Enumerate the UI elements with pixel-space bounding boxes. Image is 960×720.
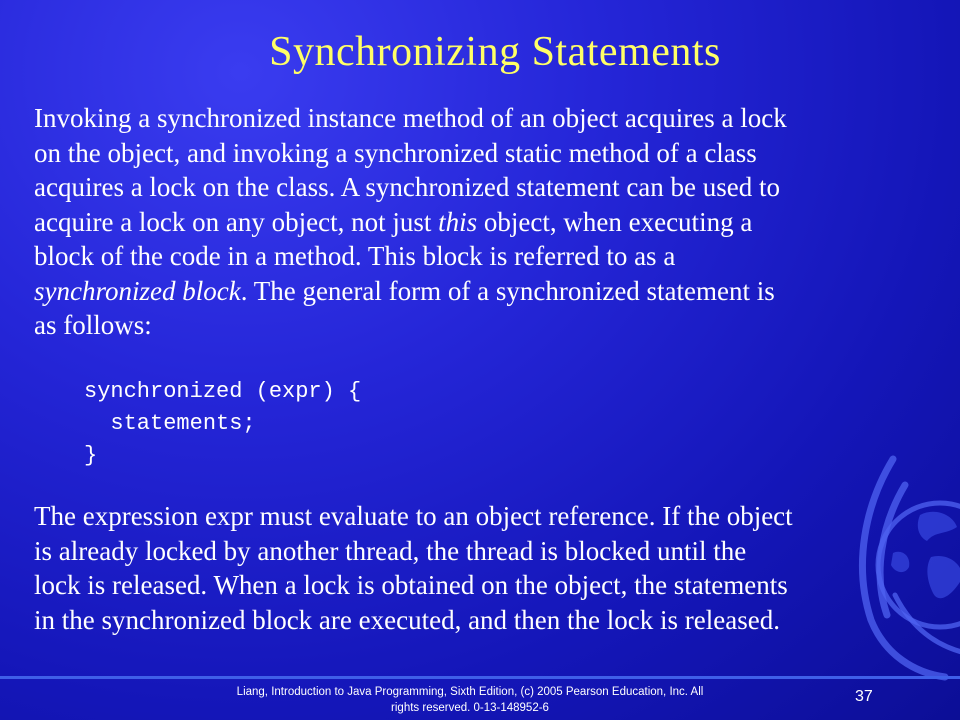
text-run: acquire a lock on any object, not just — [34, 206, 439, 237]
code-block — [84, 376, 361, 472]
text-run: on the object, and invoking a synchronized static method of a class — [34, 137, 757, 168]
paragraph-line — [34, 239, 939, 274]
paragraph-line — [34, 136, 939, 171]
slide-title: Synchronizing Statements — [269, 29, 721, 75]
footer-copyright — [185, 684, 755, 716]
text-run: . The general form of a synchronized statement is — [240, 275, 775, 306]
paragraph-line — [34, 101, 939, 136]
paragraph-line — [34, 308, 939, 343]
globe-icon — [835, 445, 960, 685]
italic-term-this: this — [438, 206, 478, 237]
text-run: object, when executing a — [477, 206, 753, 237]
text-run: Invoking a synchronized instance method of an object acquires a lock — [34, 103, 787, 133]
footer-divider — [0, 676, 960, 679]
body-paragraph-1 — [34, 101, 939, 343]
paragraph-line: is already locked by another thread, the thread is blocked until the — [34, 535, 747, 566]
paragraph-line: in the synchronized block are executed, and then the lock is released. — [34, 604, 780, 635]
paragraph-line — [34, 274, 939, 309]
code-line: } — [84, 443, 98, 468]
italic-term-synchronized-block: synchronized block — [34, 275, 241, 306]
code-line: synchronized (expr) { — [84, 379, 362, 404]
text-run: block of the code in a method. This block is referred to as a — [34, 241, 676, 271]
code-line: statements; — [84, 411, 256, 436]
text-run: as follows: — [34, 310, 152, 340]
paragraph-line: lock is released. When a lock is obtained on the object, the statements — [34, 570, 788, 600]
paragraph-line — [34, 205, 939, 240]
text-run: acquires a lock on the class. A synchronized statement can be used to — [34, 172, 781, 202]
slide-number: 37 — [855, 688, 873, 705]
footer-line-2: rights reserved. 0-13-148952-6 — [391, 702, 549, 714]
paragraph-line: The expression expr must evaluate to an object reference. If the object — [34, 501, 793, 531]
paragraph-line — [34, 170, 939, 205]
body-paragraph-2 — [34, 499, 939, 637]
footer-line-1: Liang, Introduction to Java Programming, Sixth Edition, (c) 2005 Pearson Education, Inc. All — [236, 686, 704, 698]
